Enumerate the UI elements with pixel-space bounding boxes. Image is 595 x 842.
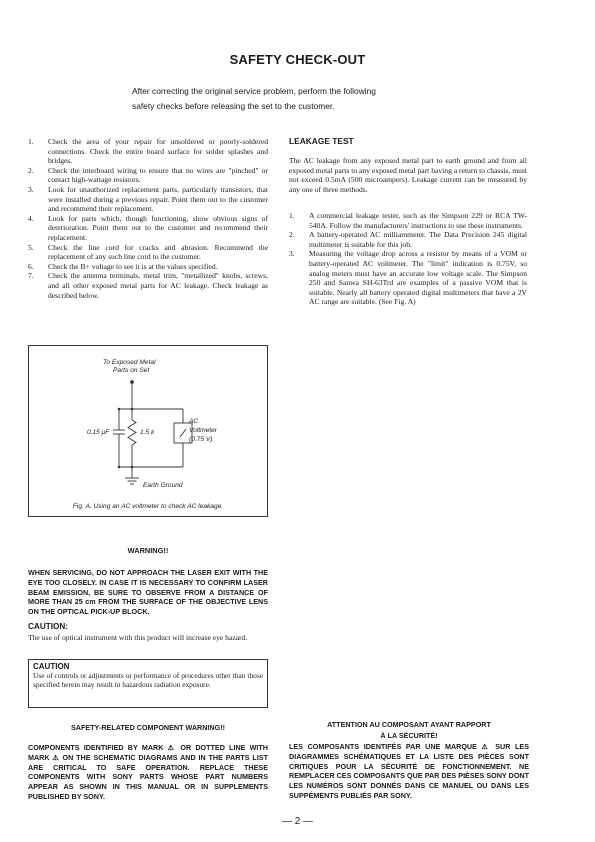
item-number: 3.: [28, 184, 34, 194]
probe-label-line-1: To Exposed Metal: [103, 359, 156, 366]
page-number: — 2 —: [281, 816, 314, 827]
item-text: Look for parts which, though functioning, show obvious signs of deterioration. Point them out to the customer and recommend their replacement.: [48, 213, 268, 242]
method-item: [289, 230, 527, 249]
item-number: 3.: [289, 249, 295, 259]
checklist-item: [28, 137, 268, 166]
safety-component-text: COMPONENTS IDENTIFIED BY MARK ⚠ OR DOTTED LINE WITH MARK ⚠ ON THE SCHEMATIC DIAGRAMS AND IN THE PARTS LIST ARE CRITICAL TO SAFE OPERATION. REPLACE THESE COMPONENTS WITH SONY PARTS WHOSE PART NUMBERS APPEAR AS SHOWN IN THIS MANUAL OR IN SUPPLEMENTS PUBLISHED BY SONY.: [28, 743, 268, 801]
item-text: A battery-operated AC milliammeter. The Data Precision 245 digital multimeter is suitable for this job.: [309, 230, 527, 249]
safety-checklist: [28, 137, 268, 300]
meter-label-line-3: (0.75 V): [189, 436, 213, 443]
item-number: 1.: [28, 137, 34, 146]
item-text: Check the area of your repair for unsoldered or poorly-soldered connections. Check the entire board surface for solder splashes and bridges.: [48, 137, 268, 166]
item-number: 2.: [28, 165, 34, 175]
intro-line-2: safety checks before releasing the set to the customer.: [132, 101, 335, 111]
figure-caption: Fig. A. Using an AC voltmeter to check AC leakage.: [72, 503, 224, 510]
item-number: 7.: [28, 271, 34, 281]
figure-a-box: [28, 345, 268, 517]
resistor-label: 1.5 k: [140, 429, 155, 436]
method-item: [289, 211, 527, 230]
caution-box-text: Use of controls or adjustments or performance of procedures other than those specified herein may result in hazardous radiation exposure.: [33, 671, 263, 690]
caution-box-heading: CAUTION: [33, 662, 70, 671]
meter-label-line-1: AC: [189, 418, 199, 425]
item-number: 5.: [28, 242, 34, 252]
checklist-item: [28, 166, 268, 185]
item-text: Check the line cord for cracks and abrasion. Recommend the replacement of any such line cord to the customer.: [48, 242, 268, 262]
checklist-item: [28, 271, 268, 300]
leakage-methods-list: [289, 211, 527, 307]
junction-dot-icon: [118, 408, 121, 411]
french-heading-line-2: À LA SÉCURITÉ!: [380, 731, 438, 740]
junction-dot-icon: [118, 466, 121, 469]
item-number: 6.: [28, 261, 34, 271]
safety-component-heading: SAFETY-RELATED COMPONENT WARNING!!: [71, 723, 225, 732]
meter-label-line-2: Voltmeter: [189, 427, 217, 434]
method-item: [289, 249, 527, 307]
item-text: Measuring the voltage drop across a resistor by means of a VOM or battery-operated AC voltmeter. The "limit" indication is 0.75V, so analog meters must have an accurate low voltage scale. The Simpson 250 and Sanwa SH-63Trd are examples of a passive VOM that is suitable. Nearly all battery operated digital multimeters that have a 2V AC range are suitable. (See Fig. A): [309, 249, 527, 307]
intro-text: [132, 84, 512, 114]
leakage-test-paragraph: The AC leakage from any exposed metal part to earth ground and from all exposed metal parts to any exposed metal part having a return to chassis, must not exceed 0.5mA (500 microampers). Leakage current can be measured by any one of three methods.: [289, 156, 527, 194]
item-number: 2.: [289, 230, 295, 240]
warning-heading: WARNING!!: [127, 546, 169, 555]
item-text: Check the antenna terminals, metal trim, "metallized" knobs, screws, and all other exposed metal parts for AC leakage. Check leakage as described below.: [48, 271, 268, 300]
checklist-item: [28, 243, 268, 262]
caution-text: The use of optical instrument with this product will increase eye hazard.: [28, 633, 248, 642]
item-text: Check the interboard wiring to ensure that no wires are "pinched" or contact high-wattage resistors.: [48, 165, 268, 185]
french-warning-text: LES COMPOSANTS IDENTIFÉS PAR UNE MARQUE ⚠ SUR LES DIAGRAMMES SCHÉMATIQUES ET LA LISTE DES PIÈCES SONT CRITIQUES POUR LA SÉCURITÉ DE FONCTIONNEMENT. NE REMPLACER CES COMPOSANTS QUE PAR DES PIÈSES SONY DONT LES NUMÉROS SONT DONNÉS DANS CE MANUEL OU DANS LES SUPPÉMENTS PUBLIÉS PAR SONY.: [289, 742, 529, 800]
french-heading-line-1: ATTENTION AU COMPOSANT AYANT RAPPORT: [327, 720, 491, 729]
resistor-zigzag-icon: [128, 420, 136, 445]
leakage-test-heading: LEAKAGE TEST: [289, 136, 354, 146]
probe-label-line-2: Parts on Set: [113, 367, 150, 374]
capacitor-label: 0.15 μF: [87, 429, 110, 436]
item-text: Check the B+ voltage to see it is at the values specified.: [48, 261, 218, 271]
item-text: A commercial leakage tester, such as the Simpson 229 or RCA TW-540A. Follow the manufacturers' instructions to use these instruments.: [309, 211, 527, 230]
ground-label: Earth Ground: [143, 482, 183, 489]
page-title: SAFETY CHECK-OUT: [229, 52, 366, 67]
item-text: Look for unauthorized replacement parts, particularly transistors, that were installed during a previous repair. Point them out to the customer and recommend their replacement.: [48, 184, 268, 214]
junction-dot-icon: [131, 408, 134, 411]
junction-dot-icon: [131, 466, 134, 469]
checklist-item: [28, 214, 268, 243]
warning-text: WHEN SERVICING, DO NOT APPROACH THE LASER EXIT WITH THE EYE TOO CLOSELY. IN CASE IT IS NECESSARY TO CONFIRM LASER BEAM EMISSION, BE SURE TO OBSERVE FROM A DISTANCE OF MORE THAN 25 cm FROM THE SURFACE OF THE OBJECTIVE LENS ON THE OPTICAL PICK-UP BLOCK.: [28, 568, 268, 617]
caution-box: [28, 659, 268, 708]
checklist-item: [28, 185, 268, 214]
checklist-item: [28, 262, 268, 272]
voltmeter-needle: [180, 429, 186, 437]
caution-heading: CAUTION:: [28, 622, 69, 631]
item-number: 4.: [28, 213, 34, 223]
item-number: 1.: [289, 211, 295, 220]
intro-line-1: After correcting the original service problem, perform the following: [132, 86, 376, 96]
